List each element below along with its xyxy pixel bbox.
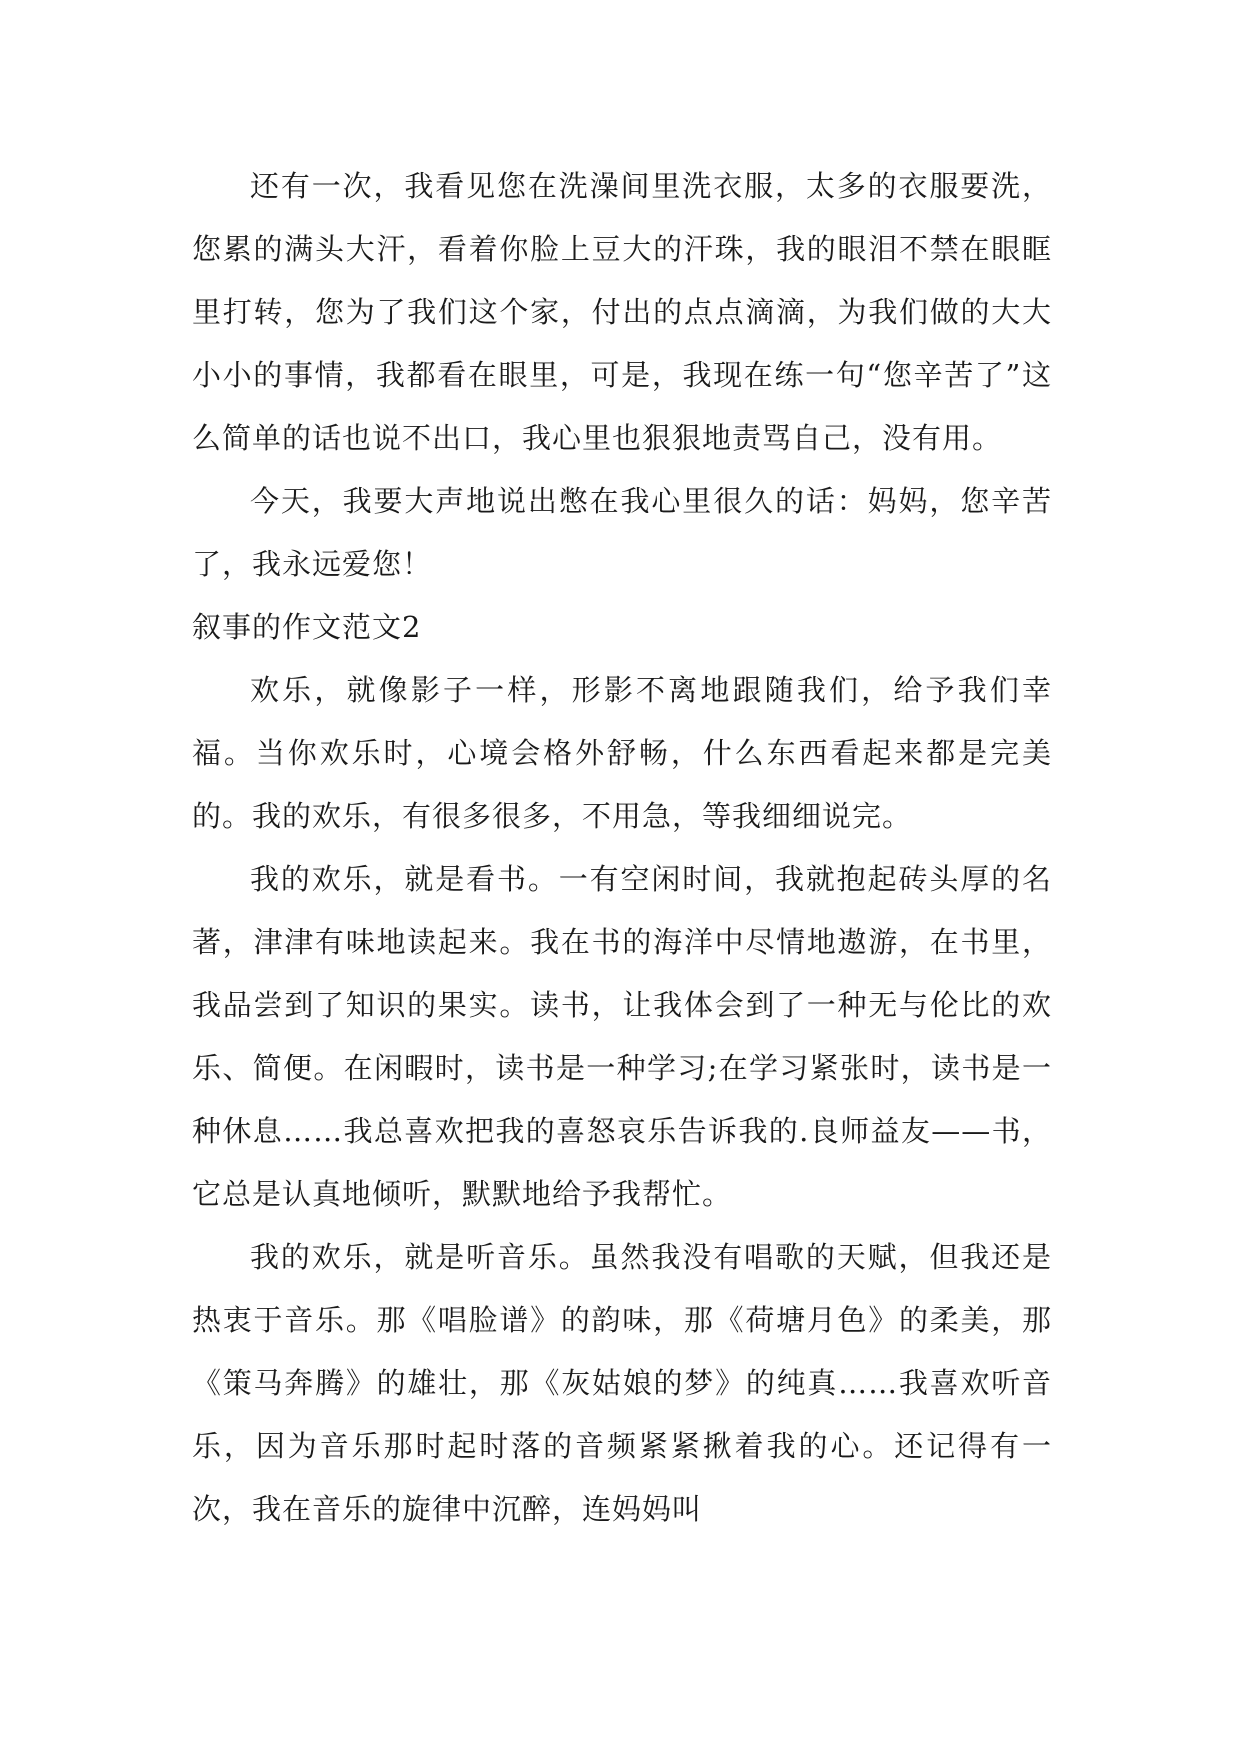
paragraph: 欢乐，就像影子一样，形影不离地跟随我们，给予我们幸福。当你欢乐时，心境会格外舒畅，什么东西看起来都是完美的。我的欢乐，有很多很多，不用急，等我细细说完。 xyxy=(192,673,1052,833)
paragraph: 今天，我要大声地说出憋在我心里很久的话：妈妈，您辛苦了，我永远爱您！ xyxy=(192,484,1052,581)
paragraph: 我的欢乐，就是看书。一有空闲时间，我就抱起砖头厚的名著，津津有味地读起来。我在书的海洋中尽情地遨游，在书里，我品尝到了知识的果实。读书，让我体会到了一种无与伦比的欢乐、简便。在闲暇时，读书是一种学习;在学习紧张时，读书是一种休息……我总喜欢把我的喜怒哀乐告诉我的.良师益友——书，它总是认真地倾听，默默地给予我帮忙。 xyxy=(192,862,1052,1211)
document-body xyxy=(192,155,1052,1541)
section-heading: 叙事的作文范文2 xyxy=(192,610,422,644)
paragraph: 还有一次，我看见您在洗澡间里洗衣服，太多的衣服要洗，您累的满头大汗，看着你脸上豆大的汗珠，我的眼泪不禁在眼眶里打转，您为了我们这个家，付出的点点滴滴，为我们做的大大小小的事情，我都看在眼里，可是，我现在练一句“您辛苦了”这么简单的话也说不出口，我心里也狠狠地责骂自己，没有用。 xyxy=(192,169,1052,455)
paragraph: 我的欢乐，就是听音乐。虽然我没有唱歌的天赋，但我还是热衷于音乐。那《唱脸谱》的韵味，那《荷塘月色》的柔美，那《策马奔腾》的雄壮，那《灰姑娘的梦》的纯真……我喜欢听音乐，因为音乐那时起时落的音频紧紧揪着我的心。还记得有一次，我在音乐的旋律中沉醉，连妈妈叫 xyxy=(192,1240,1052,1526)
